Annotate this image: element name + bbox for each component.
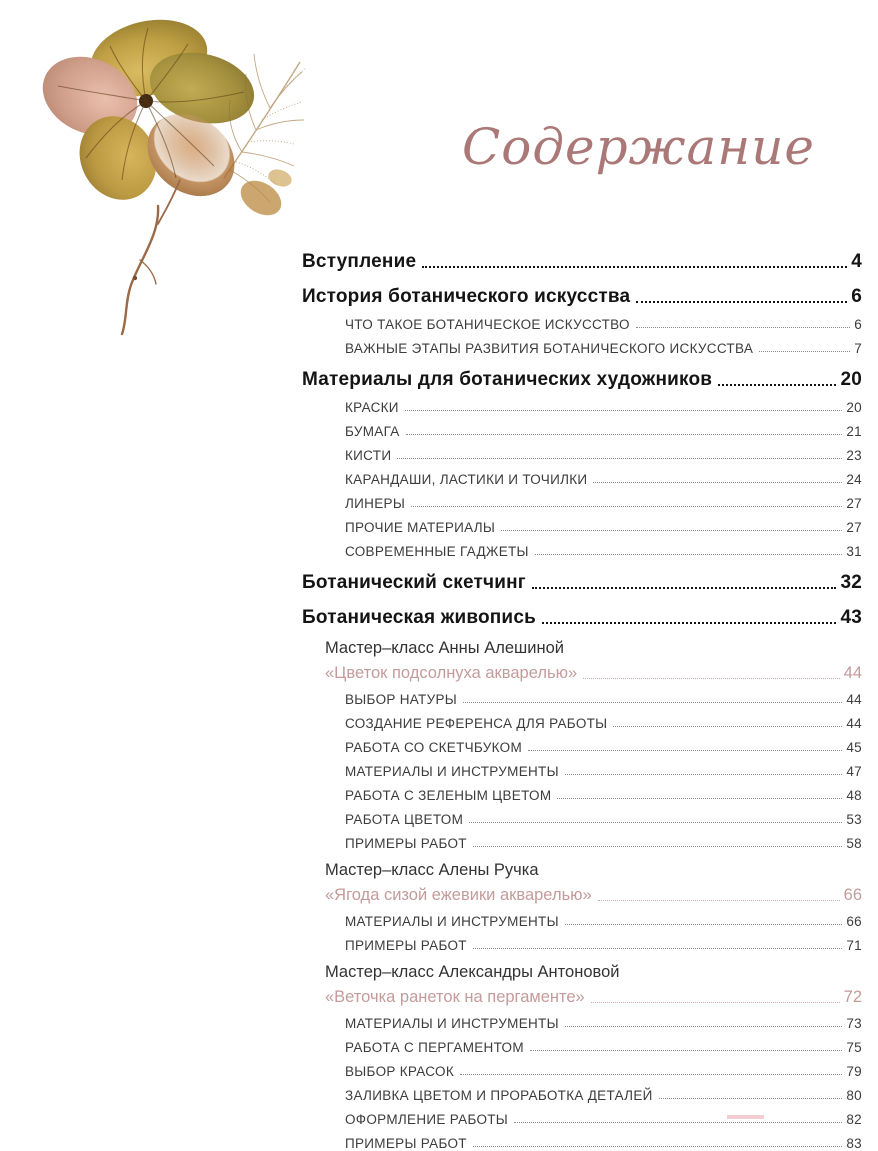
toc-entry <box>345 332 862 356</box>
toc-entry-page-number: 4 <box>851 251 862 272</box>
toc-entry-page-number: 48 <box>846 788 862 803</box>
toc-entry <box>345 1103 862 1127</box>
dot-leader <box>460 1074 842 1075</box>
dot-leader <box>532 587 837 589</box>
dot-leader <box>542 622 836 624</box>
dot-leader <box>528 750 842 751</box>
dot-leader <box>406 434 843 435</box>
toc-entry-label: Ботаническая живопись <box>302 607 536 628</box>
toc-entry <box>345 535 862 559</box>
toc-entry-label: ПРИМЕРЫ РАБОТ <box>345 938 467 953</box>
toc-entry <box>325 636 862 658</box>
dot-leader <box>473 1146 843 1147</box>
dot-leader <box>636 301 847 303</box>
toc-entry <box>325 982 862 1007</box>
toc-entry <box>302 603 862 629</box>
dot-leader <box>583 678 840 679</box>
toc-entry <box>302 568 862 594</box>
toc-entry-label: КИСТИ <box>345 448 392 463</box>
toc-entry-page-number: 73 <box>846 1016 862 1031</box>
toc-entry <box>345 511 862 535</box>
toc-entry-page-number: 58 <box>846 836 862 851</box>
toc-entry <box>325 858 862 880</box>
toc-entry-label: ЗАЛИВКА ЦВЕТОМ И ПРОРАБОТКА ДЕТАЛЕЙ <box>345 1088 653 1103</box>
page-title: Содержание <box>462 118 816 176</box>
dot-leader <box>759 351 850 352</box>
toc-entry-label: РАБОТА С ПЕРГАМЕНТОМ <box>345 1040 524 1055</box>
toc-entry-label: СОЗДАНИЕ РЕФЕРЕНСА ДЛЯ РАБОТЫ <box>345 716 608 731</box>
toc-entry-page-number: 32 <box>840 572 862 593</box>
toc-entry <box>345 439 862 463</box>
toc-entry-page-number: 72 <box>843 988 862 1006</box>
toc-entry-label: Вступление <box>302 251 417 272</box>
toc-entry <box>345 1127 862 1151</box>
toc-entry <box>345 755 862 779</box>
toc-entry-page-number: 7 <box>854 341 862 356</box>
toc-entry-label: Материалы для ботанических художников <box>302 369 713 390</box>
toc-entry <box>345 1007 862 1031</box>
toc-entry <box>302 282 862 308</box>
toc-entry-label: Мастер–класс Александры Антоновой <box>325 963 620 981</box>
toc-entry <box>325 960 862 982</box>
toc-entry-page-number: 44 <box>843 664 862 682</box>
toc-entry-label: МАТЕРИАЛЫ И ИНСТРУМЕНТЫ <box>345 764 559 779</box>
toc-entry-label: ВЫБОР КРАСОК <box>345 1064 455 1079</box>
toc-entry <box>345 1079 862 1103</box>
table-of-contents <box>302 238 862 1151</box>
toc-entry-page-number: 23 <box>846 448 862 463</box>
dot-leader <box>565 774 843 775</box>
toc-entry-label: МАТЕРИАЛЫ И ИНСТРУМЕНТЫ <box>345 1016 559 1031</box>
toc-entry-page-number: 45 <box>846 740 862 755</box>
dot-leader <box>473 846 843 847</box>
dot-leader <box>659 1098 843 1099</box>
dot-leader <box>718 384 836 386</box>
toc-entry-label: ПРОЧИЕ МАТЕРИАЛЫ <box>345 520 496 535</box>
toc-entry <box>345 683 862 707</box>
dot-leader <box>397 458 842 459</box>
toc-entry <box>345 415 862 439</box>
toc-entry-page-number: 80 <box>846 1088 862 1103</box>
toc-entry <box>302 365 862 391</box>
toc-entry <box>345 391 862 415</box>
toc-entry-page-number: 20 <box>846 400 862 415</box>
toc-entry <box>345 779 862 803</box>
dot-leader <box>565 924 843 925</box>
toc-entry-page-number: 44 <box>846 692 862 707</box>
toc-entry-label: КАРАНДАШИ, ЛАСТИКИ И ТОЧИЛКИ <box>345 472 588 487</box>
toc-entry <box>325 658 862 683</box>
dot-leader <box>405 410 843 411</box>
toc-entry-page-number: 21 <box>846 424 862 439</box>
toc-entry <box>345 731 862 755</box>
toc-entry-label: РАБОТА СО СКЕТЧБУКОМ <box>345 740 523 755</box>
toc-entry-label: ПРИМЕРЫ РАБОТ <box>345 836 467 851</box>
toc-entry-label: КРАСКИ <box>345 400 399 415</box>
toc-entry-page-number: 83 <box>846 1136 862 1151</box>
dot-leader <box>463 702 842 703</box>
toc-entry-label: «Веточка ранеток на пергаменте» <box>325 988 585 1006</box>
toc-entry-page-number: 47 <box>846 764 862 779</box>
toc-entry <box>345 1055 862 1079</box>
toc-entry-page-number: 82 <box>846 1112 862 1127</box>
toc-entry-label: ОФОРМЛЕНИЕ РАБОТЫ <box>345 1112 509 1127</box>
dot-leader <box>411 506 842 507</box>
toc-entry-label: Ботанический скетчинг <box>302 572 526 593</box>
toc-entry-page-number: 79 <box>846 1064 862 1079</box>
dot-leader <box>535 554 843 555</box>
dot-leader <box>591 1002 840 1003</box>
toc-entry-page-number: 44 <box>846 716 862 731</box>
toc-entry-page-number: 75 <box>846 1040 862 1055</box>
toc-entry-label: История ботанического искусства <box>302 286 631 307</box>
toc-entry-page-number: 27 <box>846 496 862 511</box>
dot-leader <box>565 1026 843 1027</box>
toc-entry <box>345 929 862 953</box>
toc-entry-page-number: 27 <box>846 520 862 535</box>
dot-leader <box>593 482 842 483</box>
dot-leader <box>501 530 842 531</box>
toc-entry <box>345 905 862 929</box>
toc-entry-page-number: 43 <box>840 607 862 628</box>
dried-hydrangea-illustration-svg <box>18 8 330 340</box>
dot-leader <box>469 822 842 823</box>
toc-entry-page-number: 71 <box>846 938 862 953</box>
toc-entry <box>302 247 862 273</box>
toc-entry-label: ВАЖНЫЕ ЭТАПЫ РАЗВИТИЯ БОТАНИЧЕСКОГО ИСКУССТВА <box>345 341 754 356</box>
toc-entry-page-number: 20 <box>840 369 862 390</box>
toc-entry-page-number: 66 <box>846 914 862 929</box>
toc-entry <box>345 803 862 827</box>
toc-entry-label: ВЫБОР НАТУРЫ <box>345 692 457 707</box>
toc-entry <box>345 308 862 332</box>
dot-leader <box>422 266 847 268</box>
toc-entry-label: «Ягода сизой ежевики акварелью» <box>325 886 592 904</box>
toc-entry <box>345 827 862 851</box>
toc-entry <box>345 487 862 511</box>
toc-entry <box>345 463 862 487</box>
toc-entry-page-number: 6 <box>854 317 862 332</box>
toc-entry-label: ЛИНЕРЫ <box>345 496 406 511</box>
bottom-accent-mark <box>727 1115 764 1119</box>
toc-entry <box>345 707 862 731</box>
toc-entry-page-number: 66 <box>843 886 862 904</box>
dot-leader <box>613 726 842 727</box>
toc-entry-label: Мастер–класс Алены Ручка <box>325 861 539 879</box>
toc-entry <box>345 1031 862 1055</box>
dot-leader <box>514 1122 842 1123</box>
toc-entry-label: БУМАГА <box>345 424 400 439</box>
toc-entry <box>325 880 862 905</box>
toc-entry-page-number: 53 <box>846 812 862 827</box>
toc-entry-label: «Цветок подсолнуха акварелью» <box>325 664 578 682</box>
toc-entry-label: ЧТО ТАКОЕ БОТАНИЧЕСКОЕ ИСКУССТВО <box>345 317 630 332</box>
toc-entry-label: МАТЕРИАЛЫ И ИНСТРУМЕНТЫ <box>345 914 559 929</box>
toc-entry-label: Мастер–класс Анны Алешиной <box>325 639 564 657</box>
toc-entry-page-number: 24 <box>846 472 862 487</box>
toc-entry-label: ПРИМЕРЫ РАБОТ <box>345 1136 467 1151</box>
toc-entry-label: РАБОТА С ЗЕЛЕНЫМ ЦВЕТОМ <box>345 788 552 803</box>
toc-entry-label: РАБОТА ЦВЕТОМ <box>345 812 464 827</box>
dot-leader <box>598 900 840 901</box>
toc-entry-page-number: 31 <box>846 544 862 559</box>
toc-entry-label: СОВРЕМЕННЫЕ ГАДЖЕТЫ <box>345 544 529 559</box>
dot-leader <box>557 798 842 799</box>
toc-entry-page-number: 6 <box>851 286 862 307</box>
dot-leader <box>636 327 850 328</box>
dot-leader <box>473 948 843 949</box>
dot-leader <box>530 1050 842 1051</box>
botanical-illustration <box>18 8 330 340</box>
